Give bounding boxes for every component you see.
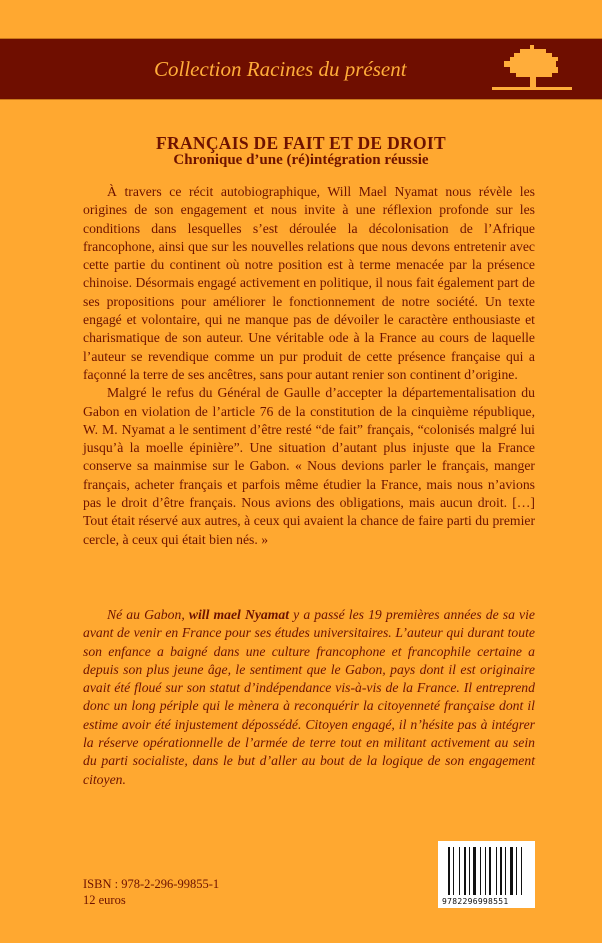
barcode-bar — [480, 847, 481, 895]
barcode-bar — [500, 847, 502, 895]
barcode-bar — [485, 847, 486, 895]
barcode-number: 9782296998551 — [442, 897, 509, 906]
barcode-bar — [505, 847, 506, 895]
publication-info — [83, 876, 219, 908]
barcode-bars — [448, 847, 526, 895]
isbn: ISBN : 978-2-296-99855-1 — [83, 877, 220, 891]
collection-band — [0, 38, 602, 100]
author-bio — [83, 606, 535, 789]
barcode-bar — [489, 847, 491, 895]
bio-paragraph — [83, 606, 535, 789]
summary-paragraph: Malgré le refus du Général de Gaulle d’accepter la départementalisation du Gabon en violation de l’article 76 de la constitution de la cinquième république, W. M. Nyamat a le sentiment d’être resté “de fait” français, “colonisés malgré lui jusqu’à la moelle épinière”. Une situation d’autant plus injuste que la France conserve sa mainmise sur le Gabon. « Nous devions parler le français, manger français, acheter français et parfois même étudier la France, mais nous n’avions pas le droit d’être français. Nous avions des obligations, mais aucun droit. […] Tout était réservé aux autres, à ceux qui avaient la chance de faire parti du premier cercle, à ceux qui était bien nés. » — [83, 385, 535, 547]
barcode-bar — [521, 847, 522, 895]
tree-logo-icon — [492, 43, 580, 91]
summary-paragraph: À travers ce récit autobiographique, Will Mael Nyamat nous révèle les origines de son engagement et nous invite à une réflexion profonde sur les conditions dans lesquelles s’est déroulée la décolonisation de l’Afrique francophone, ainsi que sur les nouvelles relations que nous devons entretenir avec cette partie du continent où notre position est à terme menacée par la présence chinoise. Désormais engagé activement en politique, il nous fait également part de ses propositions pour améliorer le fonctionnement de notre société. Un texte engagé et volontaire, qui ne manque pas de dévoiler le caractère enthousiaste et charismatique de son auteur. Une véritable ode à la France au cours de laquelle l’auteur se revendique comme un pur produit de cette présence française qui a façonné la terre de ses ancêtres, sans pour autant renier son continent d’origine. — [83, 184, 535, 382]
barcode-bar — [516, 847, 517, 895]
barcode-bar — [510, 847, 513, 895]
collection-name: Collection Racines du présent — [154, 57, 407, 81]
barcode-bar — [464, 847, 466, 895]
barcode-bar — [448, 847, 450, 895]
summary — [83, 183, 535, 549]
barcode-bar — [453, 847, 454, 895]
barcode-bar — [496, 847, 497, 895]
bio-text: y a passé les 19 premières années de sa vie avant de venir en France pour ses études universitaires. L’auteur qui durant toute son enfance a baigné dans une culture francophone et francophile certaine a depuis son plus jeune âge, le sentiment que le Gabon, pays dont il est originaire avait été floué sur son statut d’indépendance vis-à-vis de la France. Il entreprend donc un long périple qui le mènera à reconquérir la citoyenneté française dont il estime avoir été injustement dépossédé. Citoyen engagé, il n’hésite pas à intégrer la réserve opérationnelle de l’armée de terre tout en militant activement au sein du parti socialiste, dans le but d’aller au bout de la logique de son engagement citoyen. — [83, 607, 535, 787]
barcode-bar — [473, 847, 476, 895]
barcode-bar — [459, 847, 460, 895]
barcode — [438, 841, 535, 908]
book-subtitle: Chronique d’une (ré)intégration réussie — [173, 152, 429, 168]
bio-intro: Né au Gabon, — [107, 607, 189, 622]
book-title: FRANÇAIS DE FAIT ET DE DROIT — [156, 133, 446, 153]
author-name: will mael Nyamat — [188, 607, 290, 622]
price: 12 euros — [83, 893, 126, 907]
barcode-bar — [469, 847, 470, 895]
